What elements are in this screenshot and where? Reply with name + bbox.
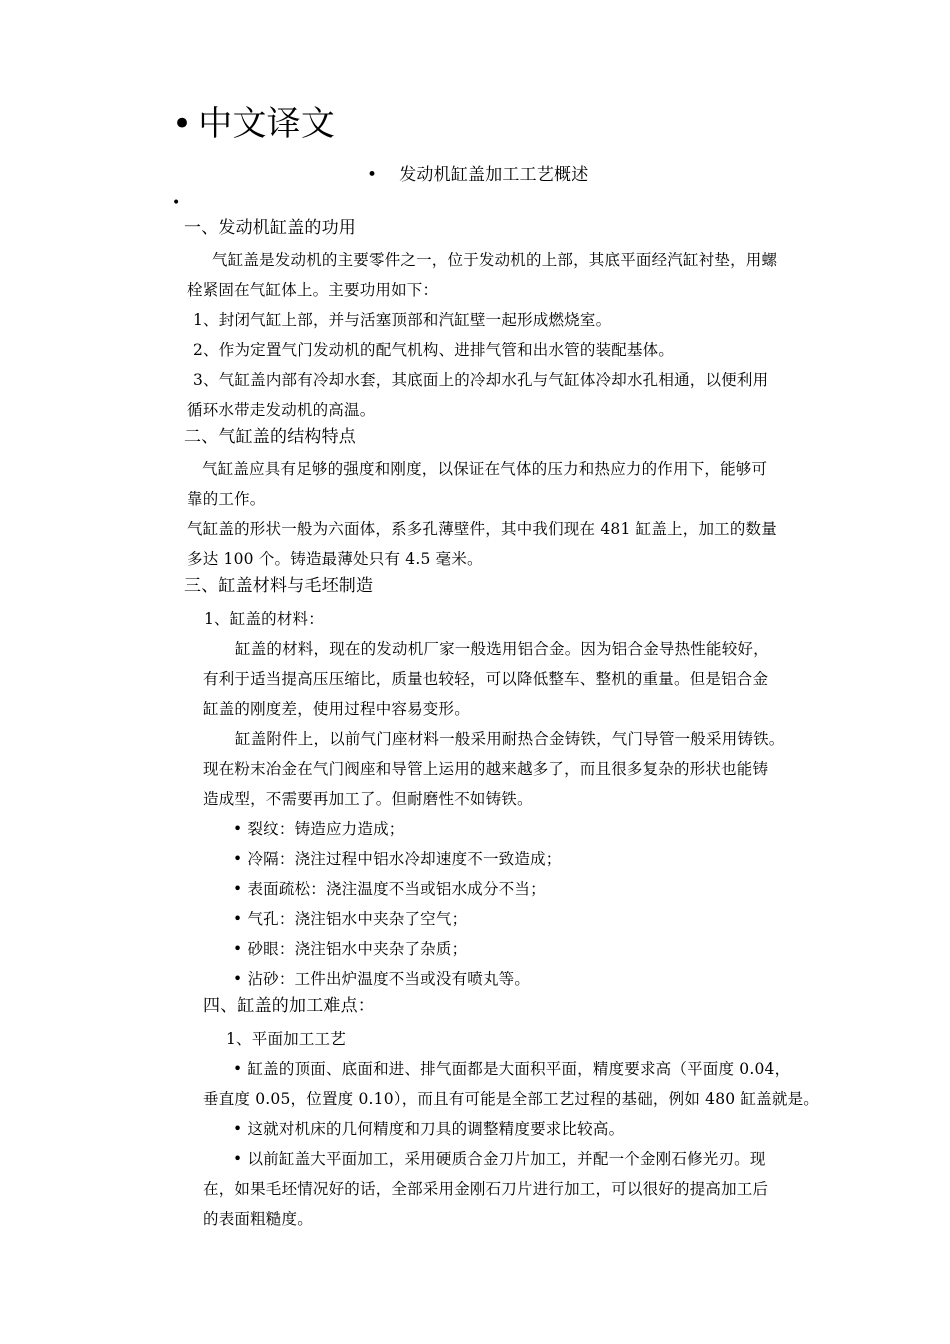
paragraph-line: 有利于适当提高压压缩比，质量也较轻，可以降低整车、整机的重量。但是铝合金 xyxy=(203,670,769,688)
paragraph-line: 垂直度 0.05，位置度 0.10），而且有可能是全部工艺过程的基础，例如 480 缸盖就是。 xyxy=(203,1090,819,1108)
document-title xyxy=(172,104,335,144)
document-subtitle xyxy=(367,165,588,185)
list-item: 3、气缸盖内部有冷却水套，其底面上的冷却水孔与气缸体冷却水孔相通，以便利用 xyxy=(193,371,769,389)
paragraph-line: 缸盖的材料，现在的发动机厂家一般选用铝合金。因为铝合金导热性能较好， xyxy=(235,640,769,658)
title-text: 中文译文 xyxy=(198,104,336,144)
defect-list-item: • 气孔：浇注铝水中夹杂了空气； xyxy=(233,910,468,928)
list-item: 2、作为定置气门发动机的配气机构、进排气管和出水管的装配基体。 xyxy=(193,341,675,359)
paragraph-line: 多达 100 个。铸造最薄处只有 4.5 毫米。 xyxy=(187,550,483,568)
subsection-heading: 1、平面加工工艺 xyxy=(226,1030,346,1048)
defect-list-item: • 砂眼：浇注铝水中夹杂了杂质； xyxy=(233,940,468,958)
paragraph-line: 循环水带走发动机的高温。 xyxy=(187,401,376,419)
paragraph-line: 的表面粗糙度。 xyxy=(203,1210,313,1228)
subtitle-bullet: • xyxy=(367,165,378,185)
title-bullet: • xyxy=(172,104,193,144)
paragraph-line: 现在粉末冶金在气门阀座和导管上运用的越来越多了，而且很多复杂的形状也能铸 xyxy=(203,760,769,778)
section-heading-2: 二、气缸盖的结构特点 xyxy=(184,427,356,447)
paragraph-line: 在，如果毛坯情况好的话，全部采用金刚石刀片进行加工，可以很好的提高加工后 xyxy=(203,1180,769,1198)
defect-list-item: • 表面疏松：浇注温度不当或铝水成分不当； xyxy=(233,880,546,898)
defect-list-item: • 裂纹：铸造应力造成； xyxy=(233,820,405,838)
paragraph-line: 栓紧固在气缸体上。主要功用如下： xyxy=(187,281,439,299)
paragraph-line: 气缸盖应具有足够的强度和刚度，以保证在气体的压力和热应力的作用下，能够可 xyxy=(202,460,768,478)
paragraph-line: 缸盖的刚度差，使用过程中容易变形。 xyxy=(203,700,470,718)
stray-bullet: • xyxy=(172,195,181,211)
list-item: 1、封闭气缸上部，并与活塞顶部和汽缸壁一起形成燃烧室。 xyxy=(193,311,612,329)
paragraph-line: 气缸盖的形状一般为六面体，系多孔薄壁件，其中我们现在 481 缸盖上，加工的数量 xyxy=(187,520,777,538)
subtitle-text: 发动机缸盖加工工艺概述 xyxy=(399,165,589,185)
paragraph-line: 气缸盖是发动机的主要零件之一，位于发动机的上部，其底平面经汽缸衬垫，用螺 xyxy=(212,251,778,269)
defect-list-item: • 冷隔：浇注过程中铝水冷却速度不一致造成； xyxy=(233,850,562,868)
bullet-paragraph-line: • 以前缸盖大平面加工，采用硬质合金刀片加工，并配一个金刚石修光刃。现 xyxy=(233,1150,766,1168)
bullet-paragraph-line: • 这就对机床的几何精度和刀具的调整精度要求比较高。 xyxy=(233,1120,625,1138)
section-heading-4: 四、缸盖的加工难点： xyxy=(203,996,375,1016)
paragraph-line: 造成型，不需要再加工了。但耐磨性不如铸铁。 xyxy=(203,790,533,808)
section-heading-3: 三、缸盖材料与毛坯制造 xyxy=(184,576,374,596)
defect-list-item: • 沾砂：工件出炉温度不当或没有喷丸等。 xyxy=(233,970,531,988)
paragraph-line: 缸盖附件上，以前气门座材料一般采用耐热合金铸铁，气门导管一般采用铸铁。 xyxy=(235,730,785,748)
paragraph-line: 靠的工作。 xyxy=(187,490,266,508)
section-heading-1: 一、发动机缸盖的功用 xyxy=(184,218,356,238)
bullet-paragraph-line: • 缸盖的顶面、底面和进、排气面都是大面积平面，精度要求高（平面度 0.04， xyxy=(233,1060,791,1078)
subsection-heading: 1、缸盖的材料： xyxy=(204,610,324,628)
